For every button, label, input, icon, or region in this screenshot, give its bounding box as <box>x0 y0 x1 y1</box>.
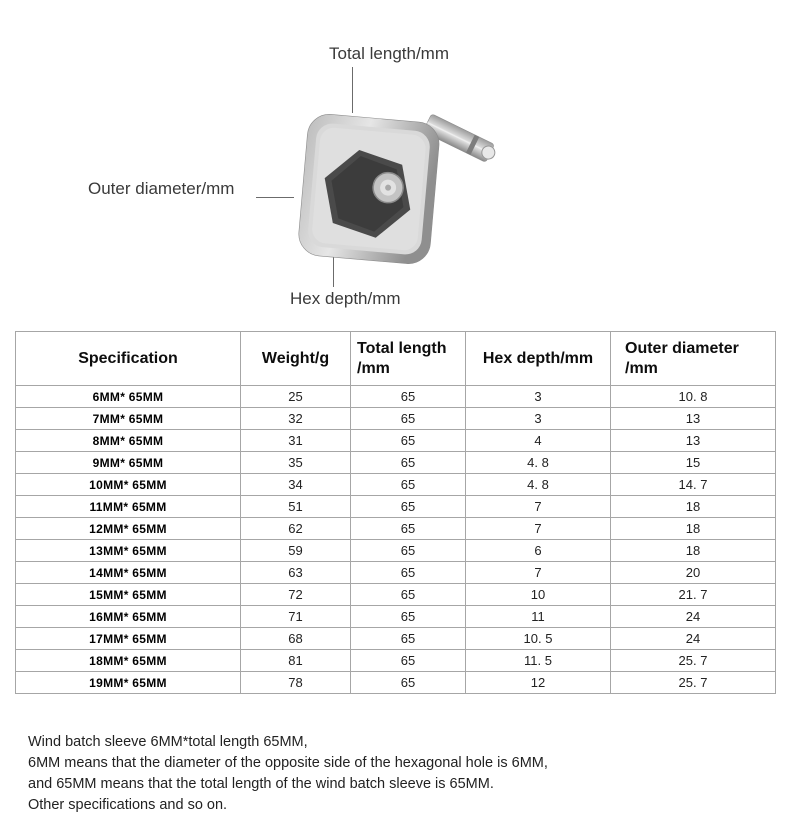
cell-hex-depth: 12 <box>466 672 611 694</box>
cell-specification: 7MM* 65MM <box>16 408 241 430</box>
cell-hex-depth: 4. 8 <box>466 452 611 474</box>
cell-specification: 6MM* 65MM <box>16 386 241 408</box>
cell-hex-depth: 11. 5 <box>466 650 611 672</box>
cell-outer-diameter: 25. 7 <box>611 650 776 672</box>
header-total-length <box>351 332 466 386</box>
table-row <box>16 386 776 408</box>
cell-hex-depth: 11 <box>466 606 611 628</box>
cell-weight: 72 <box>241 584 351 606</box>
cell-outer-diameter: 25. 7 <box>611 672 776 694</box>
cell-outer-diameter: 18 <box>611 540 776 562</box>
cell-specification: 19MM* 65MM <box>16 672 241 694</box>
table-row <box>16 606 776 628</box>
cell-specification: 8MM* 65MM <box>16 430 241 452</box>
cell-specification: 12MM* 65MM <box>16 518 241 540</box>
cell-weight: 81 <box>241 650 351 672</box>
cell-weight: 35 <box>241 452 351 474</box>
table-row <box>16 540 776 562</box>
footer-line: Wind batch sleeve 6MM*total length 65MM, <box>28 734 308 750</box>
table-row <box>16 672 776 694</box>
table-row <box>16 496 776 518</box>
total-length-label: Total length/mm <box>329 44 449 63</box>
header-total-length-unit: /mm <box>357 359 390 377</box>
cell-total-length: 65 <box>351 540 466 562</box>
outer-diameter-label: Outer diameter/mm <box>88 179 235 198</box>
cell-specification: 11MM* 65MM <box>16 496 241 518</box>
footer-line: Other specifications and so on. <box>28 797 228 813</box>
cell-hex-depth: 4. 8 <box>466 474 611 496</box>
cell-total-length: 65 <box>351 562 466 584</box>
cell-weight: 78 <box>241 672 351 694</box>
footer-notes <box>28 732 548 816</box>
cell-outer-diameter: 18 <box>611 496 776 518</box>
cell-specification: 14MM* 65MM <box>16 562 241 584</box>
cell-hex-depth: 7 <box>466 518 611 540</box>
cell-specification: 15MM* 65MM <box>16 584 241 606</box>
cell-total-length: 65 <box>351 430 466 452</box>
header-total-length-text: Total length <box>357 339 447 357</box>
header-weight-text: Weight/g <box>261 349 330 367</box>
table-row <box>16 584 776 606</box>
cell-outer-diameter: 24 <box>611 628 776 650</box>
cell-weight: 31 <box>241 430 351 452</box>
table-row <box>16 518 776 540</box>
cell-total-length: 65 <box>351 584 466 606</box>
cell-weight: 32 <box>241 408 351 430</box>
cell-weight: 63 <box>241 562 351 584</box>
cell-total-length: 65 <box>351 408 466 430</box>
cell-weight: 68 <box>241 628 351 650</box>
header-outer-diameter-text: Outer diameter <box>625 339 739 357</box>
spec-table <box>15 331 776 694</box>
cell-total-length: 65 <box>351 452 466 474</box>
cell-total-length: 65 <box>351 474 466 496</box>
header-outer-diameter-unit: /mm <box>625 359 658 377</box>
cell-hex-depth: 4 <box>466 430 611 452</box>
cell-specification: 9MM* 65MM <box>16 452 241 474</box>
header-hex-depth <box>466 332 611 386</box>
header-outer-diameter <box>611 332 776 386</box>
cell-outer-diameter: 13 <box>611 430 776 452</box>
cell-outer-diameter: 14. 7 <box>611 474 776 496</box>
footer-line: and 65MM means that the total length of the wind batch sleeve is 65MM. <box>28 776 494 792</box>
cell-specification: 13MM* 65MM <box>16 540 241 562</box>
cell-hex-depth: 10. 5 <box>466 628 611 650</box>
cell-weight: 62 <box>241 518 351 540</box>
cell-total-length: 65 <box>351 518 466 540</box>
table-row <box>16 650 776 672</box>
cell-weight: 71 <box>241 606 351 628</box>
table-row <box>16 474 776 496</box>
cell-specification: 17MM* 65MM <box>16 628 241 650</box>
cell-hex-depth: 7 <box>466 562 611 584</box>
table-row <box>16 430 776 452</box>
cell-total-length: 65 <box>351 386 466 408</box>
cell-total-length: 65 <box>351 650 466 672</box>
cell-outer-diameter: 15 <box>611 452 776 474</box>
cell-total-length: 65 <box>351 628 466 650</box>
table-row <box>16 628 776 650</box>
table-row <box>16 408 776 430</box>
cell-outer-diameter: 10. 8 <box>611 386 776 408</box>
header-specification <box>16 332 241 386</box>
cell-outer-diameter: 20 <box>611 562 776 584</box>
footer-line: 6MM means that the diameter of the opposite side of the hexagonal hole is 6MM, <box>28 755 548 771</box>
hex-socket-bit-image <box>270 98 510 283</box>
header-hex-depth-text: Hex depth/mm <box>482 349 594 367</box>
header-weight <box>241 332 351 386</box>
table-row <box>16 562 776 584</box>
cell-specification: 18MM* 65MM <box>16 650 241 672</box>
header-specification-text: Specification <box>78 349 178 367</box>
cell-hex-depth: 7 <box>466 496 611 518</box>
cell-hex-depth: 3 <box>466 386 611 408</box>
cell-weight: 59 <box>241 540 351 562</box>
cell-total-length: 65 <box>351 496 466 518</box>
table-row <box>16 452 776 474</box>
cell-hex-depth: 6 <box>466 540 611 562</box>
cell-total-length: 65 <box>351 672 466 694</box>
cell-weight: 34 <box>241 474 351 496</box>
cell-outer-diameter: 24 <box>611 606 776 628</box>
cell-specification: 16MM* 65MM <box>16 606 241 628</box>
cell-outer-diameter: 18 <box>611 518 776 540</box>
socket-body <box>297 113 441 266</box>
cell-outer-diameter: 13 <box>611 408 776 430</box>
cell-hex-depth: 3 <box>466 408 611 430</box>
cell-weight: 25 <box>241 386 351 408</box>
cell-specification: 10MM* 65MM <box>16 474 241 496</box>
cell-total-length: 65 <box>351 606 466 628</box>
cell-weight: 51 <box>241 496 351 518</box>
table-header-row <box>16 332 776 386</box>
hex-depth-label: Hex depth/mm <box>290 289 401 308</box>
cell-outer-diameter: 21. 7 <box>611 584 776 606</box>
cell-hex-depth: 10 <box>466 584 611 606</box>
